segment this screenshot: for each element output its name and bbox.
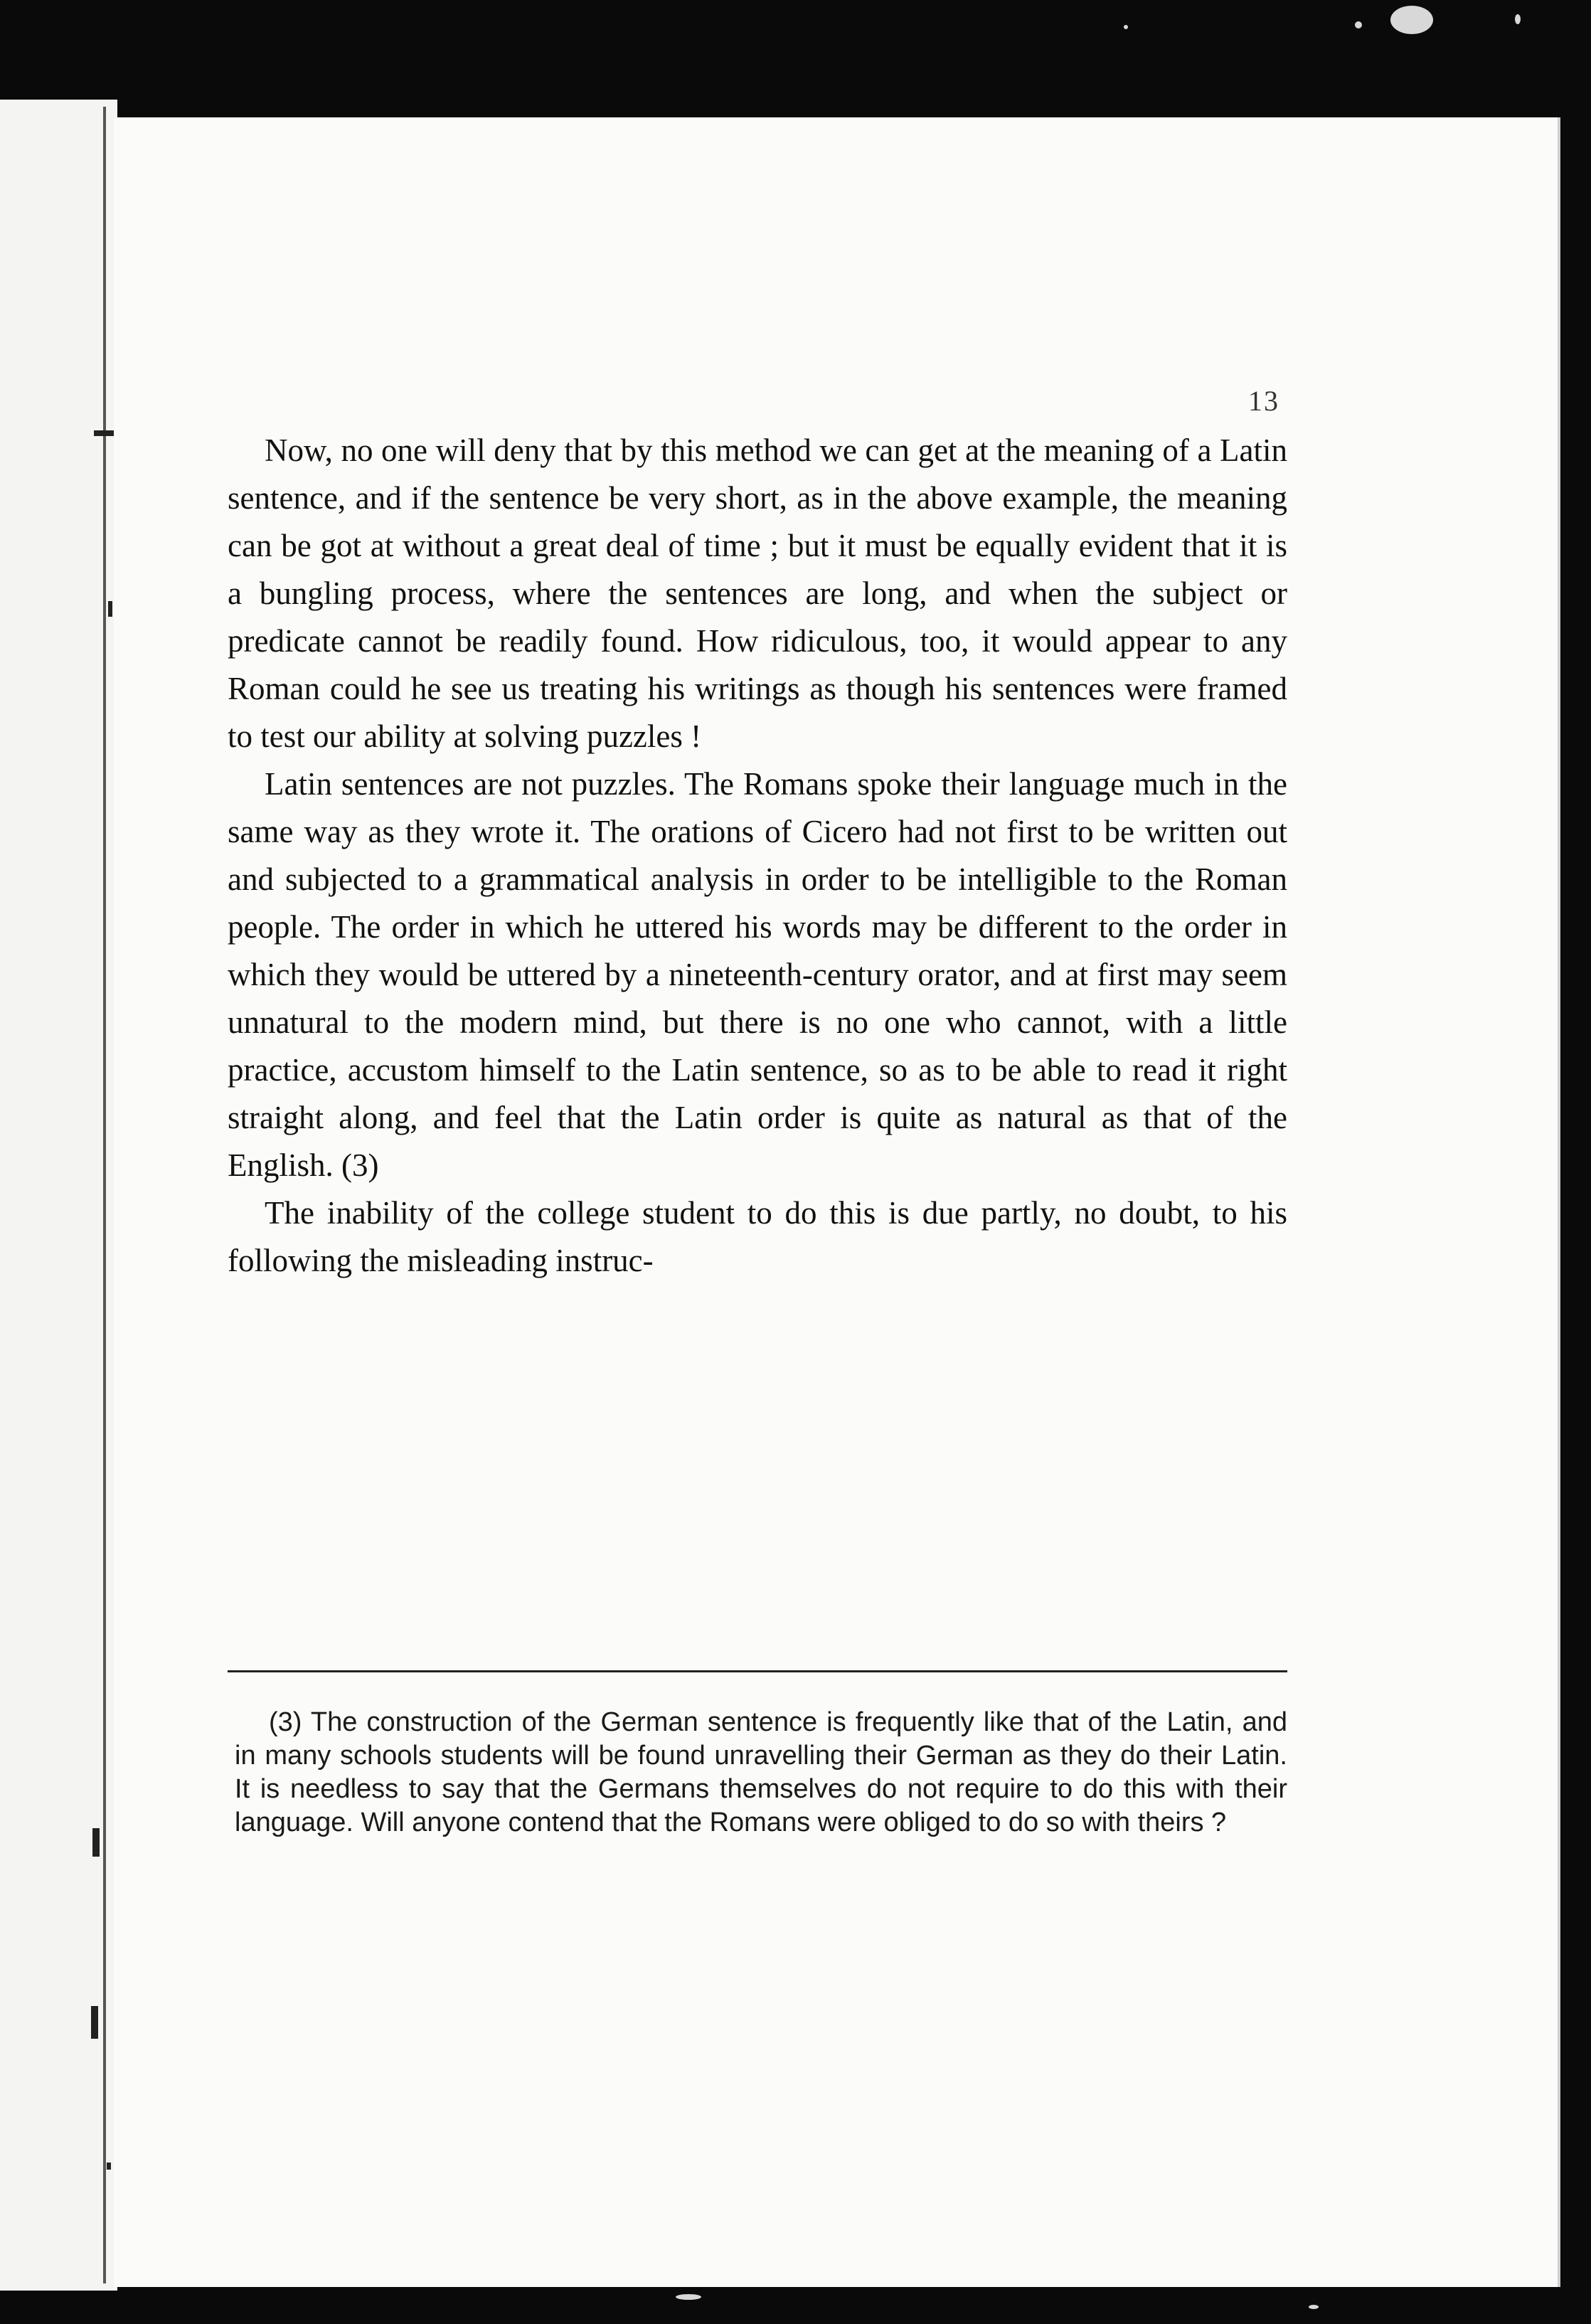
body-text [228, 427, 1287, 1285]
scan-speck [1309, 2305, 1319, 2309]
scan-speck [1124, 25, 1128, 29]
gutter-mark [92, 1828, 100, 1857]
scan-speck [1515, 14, 1521, 24]
paragraph: The inability of the college student to do this is due partly, no doubt, to his following the misleading instruc- [228, 1195, 1287, 1278]
gutter-mark [107, 2163, 111, 2170]
paragraph: Now, no one will deny that by this method we can get at the meaning of a Latin sentence, and if the sentence be very short, as in the above example, the meaning can be got at without a great deal of time ; but it must be equally evident that it is a bungling process, where the sentences are long, and when the subject or predicate cannot be readily found. How ridiculous, too, it would appear to any Roman could he see us treating his writings as though his sentences were framed to test our ability at solving puzzles ! [228, 433, 1287, 754]
scan-speck [676, 2294, 701, 2300]
page-number: 13 [1248, 385, 1279, 417]
footnote [235, 1706, 1287, 1840]
paragraph: Latin sentences are not puzzles. The Romans spoke their language much in the same way as they wrote it. The orations of Cicero had not first to be written out and subjected to a grammatical analysis in order to be intelligible to the Roman people. The order in which he uttered his words may be different to the order in which they would be uttered by a nineteenth-century orator, and at first may seem unnatural to the modern mind, but there is no one who cannot, with a little practice, accustom himself to the Latin sentence, so as to be able to read it right straight along, and feel that the Latin order is quite as natural as that of the English. (3) [228, 766, 1287, 1183]
scan-speck [1355, 21, 1362, 28]
facing-page-edge [0, 100, 117, 2291]
footnote-text: (3) The construction of the German sentence is frequently like that of the Latin, and in many schools students will be found unravelling their German as they do their Latin. It is needless to say that the Germans themselves do not require to do this with their language. Will anyone contend that the Romans were obliged to do so with theirs ? [235, 1707, 1287, 1837]
scan-speck [1390, 6, 1433, 34]
gutter-mark [108, 601, 112, 617]
gutter-mark [91, 2006, 98, 2039]
footnote-separator [228, 1670, 1287, 1672]
